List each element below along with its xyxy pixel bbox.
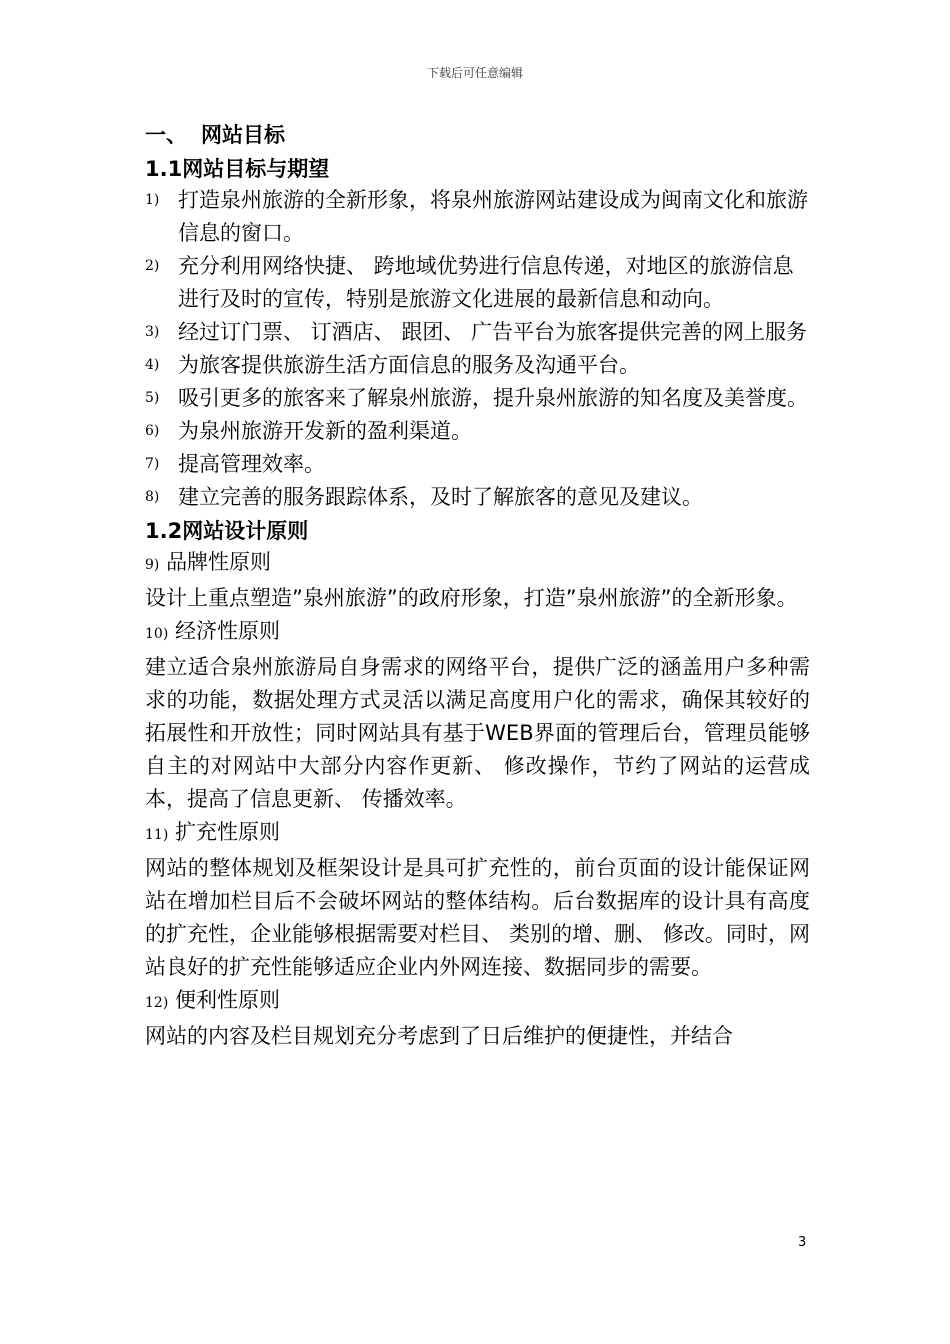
list-item-number: 5) (145, 390, 160, 406)
list-item-text: 提高管理效率。 (178, 452, 325, 476)
list-item (145, 481, 810, 514)
principle-title: 便利性原则 (174, 988, 280, 1012)
principle-number: 12) (145, 995, 169, 1011)
principle-heading (145, 816, 810, 852)
section-title: 网站目标 (201, 123, 285, 147)
list-item-number: 6) (145, 423, 160, 439)
list-item-number: 1) (145, 192, 160, 208)
list-item-text: 建立完善的服务跟踪体系，及时了解旅客的意见及建议。 (178, 485, 703, 509)
list-item-number: 4) (145, 357, 160, 373)
goals-list (145, 184, 810, 514)
list-item (145, 448, 810, 481)
section-number: 一、 (145, 123, 187, 147)
list-item (145, 250, 810, 316)
list-item-text: 打造泉州旅游的全新形象，将泉州旅游网站建设成为闽南文化和旅游信息的窗口。 (178, 188, 808, 245)
principle-title: 经济性原则 (174, 619, 280, 643)
principle-number: 10) (145, 626, 169, 642)
section-heading (145, 118, 810, 152)
subsection-heading-principles: 1.2网站设计原则 (145, 519, 309, 543)
principle-number: 9) (145, 557, 160, 573)
list-item-number: 8) (145, 489, 160, 505)
page-number: 3 (798, 1235, 807, 1250)
principle-number: 11) (145, 827, 169, 843)
list-item (145, 349, 810, 382)
principle-body: 建立适合泉州旅游局自身需求的网络平台，提供广泛的涵盖用户多种需求的功能，数据处理方式灵活以满足高度用户化的需求，确保其较好的拓展性和开放性；同时网站具有基于WEB界面的管理后台，管理员能够自主的对网站中大部分内容作更新、 修改操作，节约了网站的运营成本，提高了信息更新、 传播效率。 (145, 655, 810, 811)
subsection-heading-goals: 1.1网站目标与期望 (145, 157, 330, 181)
list-item (145, 415, 810, 448)
principle-title: 品牌性原则 (166, 550, 272, 574)
list-item-text: 充分利用网络快捷、 跨地域优势进行信息传递，对地区的旅游信息进行及时的宣传，特别是旅游文化进展的最新信息和动向。 (178, 254, 794, 311)
list-item (145, 316, 810, 349)
list-item-text: 为旅客提供旅游生活方面信息的服务及沟通平台。 (178, 353, 640, 377)
list-item-number: 7) (145, 456, 160, 472)
principle-heading (145, 546, 810, 582)
principle-heading (145, 615, 810, 651)
principle-heading (145, 984, 810, 1020)
list-item (145, 382, 810, 415)
principle-body: 网站的内容及栏目规划充分考虑到了日后维护的便捷性，并结合 (145, 1024, 733, 1048)
list-item-number: 2) (145, 258, 160, 274)
page-header: 下载后可任意编辑 (426, 66, 523, 80)
principle-body: 网站的整体规划及框架设计是具可扩充性的，前台页面的设计能保证网站在增加栏目后不会破坏网站的整体结构。后台数据库的设计具有高度的扩充性，企业能够根据需要对栏目、 类别的增、删、 修改。同时，网站良好的扩充性能够适应企业内外网连接、数据同步的需要。 (145, 856, 810, 979)
principle-title: 扩充性原则 (174, 820, 280, 844)
list-item-text: 为泉州旅游开发新的盈利渠道。 (178, 419, 472, 443)
list-item-number: 3) (145, 324, 160, 340)
principles-list (145, 546, 810, 1053)
document-body (145, 118, 810, 1053)
list-item-text: 经过订门票、 订酒店、 跟团、 广告平台为旅客提供完善的网上服务 (178, 320, 808, 344)
list-item-text: 吸引更多的旅客来了解泉州旅游，提升泉州旅游的知名度及美誉度。 (178, 386, 808, 410)
principle-body: 设计上重点塑造”泉州旅游”的政府形象，打造”泉州旅游”的全新形象。 (145, 586, 798, 610)
list-item (145, 184, 810, 250)
